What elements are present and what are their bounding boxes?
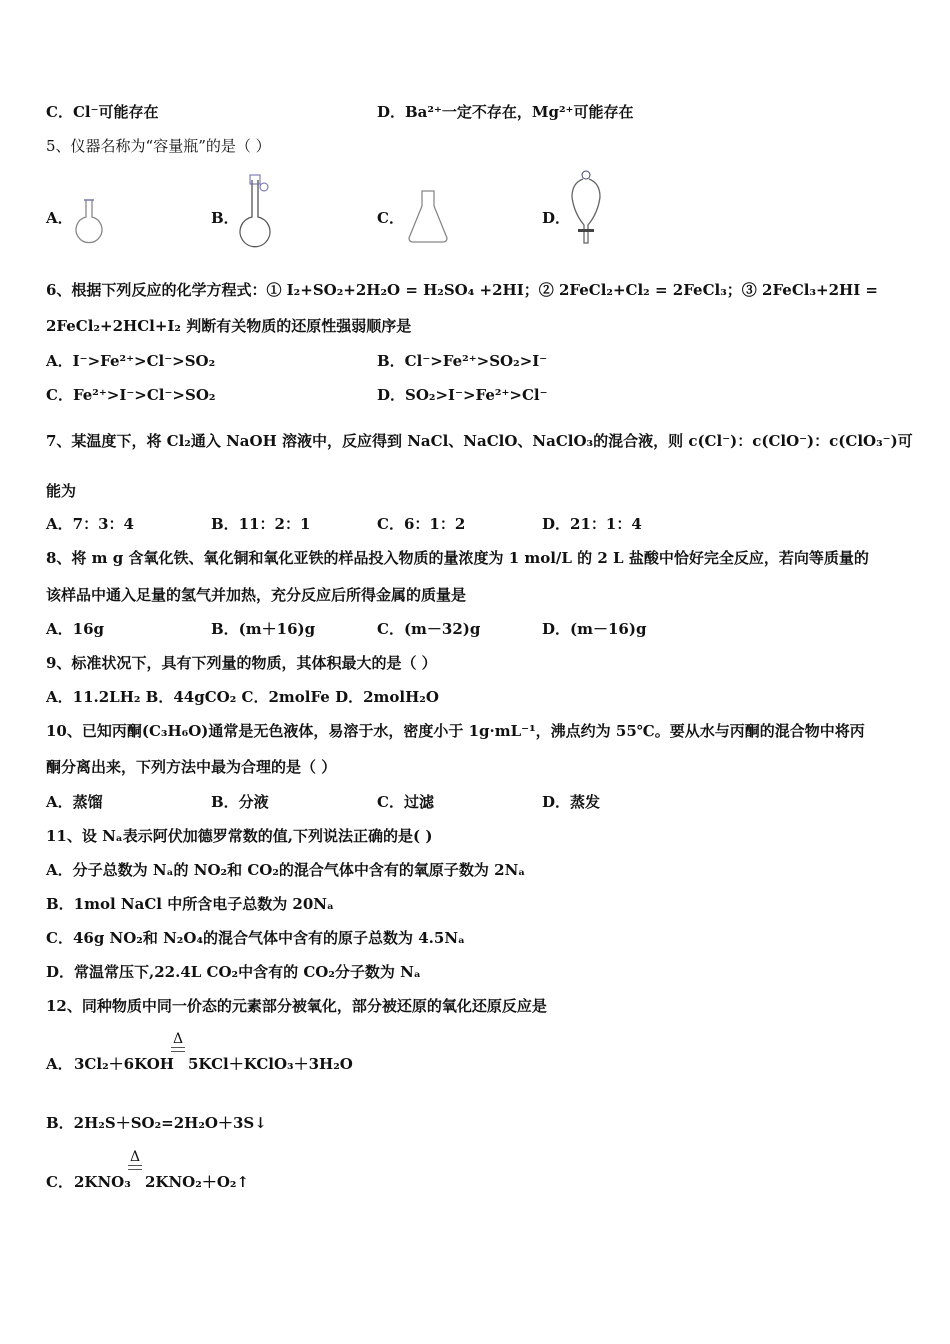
q5-option-a: A． bbox=[46, 209, 73, 227]
q8-option-b: B．(m＋16)g bbox=[211, 620, 316, 638]
q8-option-a: A．16g bbox=[46, 620, 105, 638]
q5-stem: 5、仪器名称为“容量瓶”的是（ ） bbox=[46, 137, 271, 155]
separatory-funnel-icon bbox=[566, 165, 606, 247]
conical-flask-icon bbox=[405, 188, 451, 246]
q6-stem-line1: 6、根据下列反应的化学方程式：① I₂+SO₂+2H₂O = H₂SO₄ +2HI；② 2FeCl₂+Cl₂ = 2FeCl₃；③ 2FeCl₃+2HI = bbox=[46, 281, 879, 299]
q10-option-b: B．分液 bbox=[211, 793, 269, 811]
q10-stem-line1: 10、已知丙酮(C₃H₆O)通常是无色液体，易溶于水，密度小于 1g·mL⁻¹，沸点约为 55℃。要从水与丙酮的混合物中将丙 bbox=[46, 722, 865, 740]
volumetric-flask-icon bbox=[235, 172, 279, 248]
q4-option-c: C．Cl⁻可能存在 bbox=[46, 103, 159, 121]
q12-option-c-products: 2KNO₂＋O₂↑ bbox=[145, 1173, 250, 1191]
q11-option-c: C．46g NO₂和 N₂O₄的混合气体中含有的原子总数为 4.5Nₐ bbox=[46, 929, 466, 947]
q5-option-d: D． bbox=[542, 209, 571, 227]
q11-option-d: D．常温常压下,22.4L CO₂中含有的 CO₂分子数为 Nₐ bbox=[46, 963, 421, 981]
q11-option-a: A．分子总数为 Nₐ的 NO₂和 CO₂的混合气体中含有的氧原子数为 2Nₐ bbox=[46, 861, 526, 879]
q8-stem-line2: 该样品中通入足量的氢气并加热，充分反应后所得金属的质量是 bbox=[46, 586, 467, 604]
q7-option-b: B．11：2：1 bbox=[211, 515, 311, 533]
q6-option-d: D．SO₂>I⁻>Fe²⁺>Cl⁻ bbox=[377, 386, 548, 404]
q12-option-c-label: C． bbox=[46, 1173, 73, 1191]
q6-option-b: B．Cl⁻>Fe²⁺>SO₂>I⁻ bbox=[377, 352, 548, 370]
q5-option-b: B． bbox=[211, 209, 239, 227]
q9-options: A．11.2LH₂ B．44gCO₂ C．2molFe D．2molH₂O bbox=[46, 688, 439, 706]
q8-option-c: C．(m－32)g bbox=[377, 620, 481, 638]
q12-option-b: B．2H₂S＋SO₂=2H₂O＋3S↓ bbox=[46, 1114, 267, 1132]
q11-option-b: B．1mol NaCl 中所含电子总数为 20Nₐ bbox=[46, 895, 334, 913]
q5-option-c: C． bbox=[377, 209, 404, 227]
q10-option-a: A．蒸馏 bbox=[46, 793, 103, 811]
q12-stem: 12、同种物质中同一价态的元素部分被氧化，部分被还原的氧化还原反应是 bbox=[46, 997, 547, 1015]
q10-stem-line2: 酮分离出来，下列方法中最为合理的是（ ） bbox=[46, 758, 337, 776]
q6-stem-line2: 2FeCl₂+2HCl+I₂ 判断有关物质的还原性强弱顺序是 bbox=[46, 317, 412, 335]
q9-stem: 9、标准状况下，具有下列量的物质，其体积最大的是（ ） bbox=[46, 654, 437, 672]
q7-stem-line1: 7、某温度下，将 Cl₂通入 NaOH 溶液中，反应得到 NaCl、NaClO、NaClO₃的混合液，则 c(Cl⁻)：c(ClO⁻)：c(ClO₃⁻)可 bbox=[46, 432, 913, 450]
q7-option-a: A．7：3：4 bbox=[46, 515, 134, 533]
q7-option-c: C．6：1：2 bbox=[377, 515, 466, 533]
q7-option-d: D．21：1：4 bbox=[542, 515, 642, 533]
q12-option-a-products: 5KCl＋KClO₃＋3H₂O bbox=[188, 1055, 353, 1073]
round-flask-icon bbox=[72, 195, 106, 247]
q12-option-a-label: A． bbox=[46, 1055, 73, 1073]
q12-option-a-reactants: 3Cl₂＋6KOH bbox=[74, 1055, 174, 1073]
q4-option-d: D．Ba²⁺一定不存在，Mg²⁺可能存在 bbox=[377, 103, 634, 121]
q6-option-a: A．I⁻>Fe²⁺>Cl⁻>SO₂ bbox=[46, 352, 216, 370]
q11-stem: 11、设 Nₐ表示阿伏加德罗常数的值,下列说法正确的是( ) bbox=[46, 827, 433, 845]
q6-option-c: C．Fe²⁺>I⁻>Cl⁻>SO₂ bbox=[46, 386, 216, 404]
q10-option-d: D．蒸发 bbox=[542, 793, 601, 811]
q10-option-c: C．过滤 bbox=[377, 793, 434, 811]
q8-option-d: D．(m－16)g bbox=[542, 620, 647, 638]
heat-symbol: Δ bbox=[171, 1032, 185, 1052]
q12-option-c-reactants: 2KNO₃ bbox=[74, 1173, 131, 1191]
q7-stem-line2: 能为 bbox=[46, 482, 77, 500]
heat-symbol: Δ bbox=[128, 1150, 142, 1170]
q8-stem-line1: 8、将 m g 含氧化铁、氧化铜和氧化亚铁的样品投入物质的量浓度为 1 mol/L 的 2 L 盐酸中恰好完全反应，若向等质量的 bbox=[46, 549, 869, 567]
